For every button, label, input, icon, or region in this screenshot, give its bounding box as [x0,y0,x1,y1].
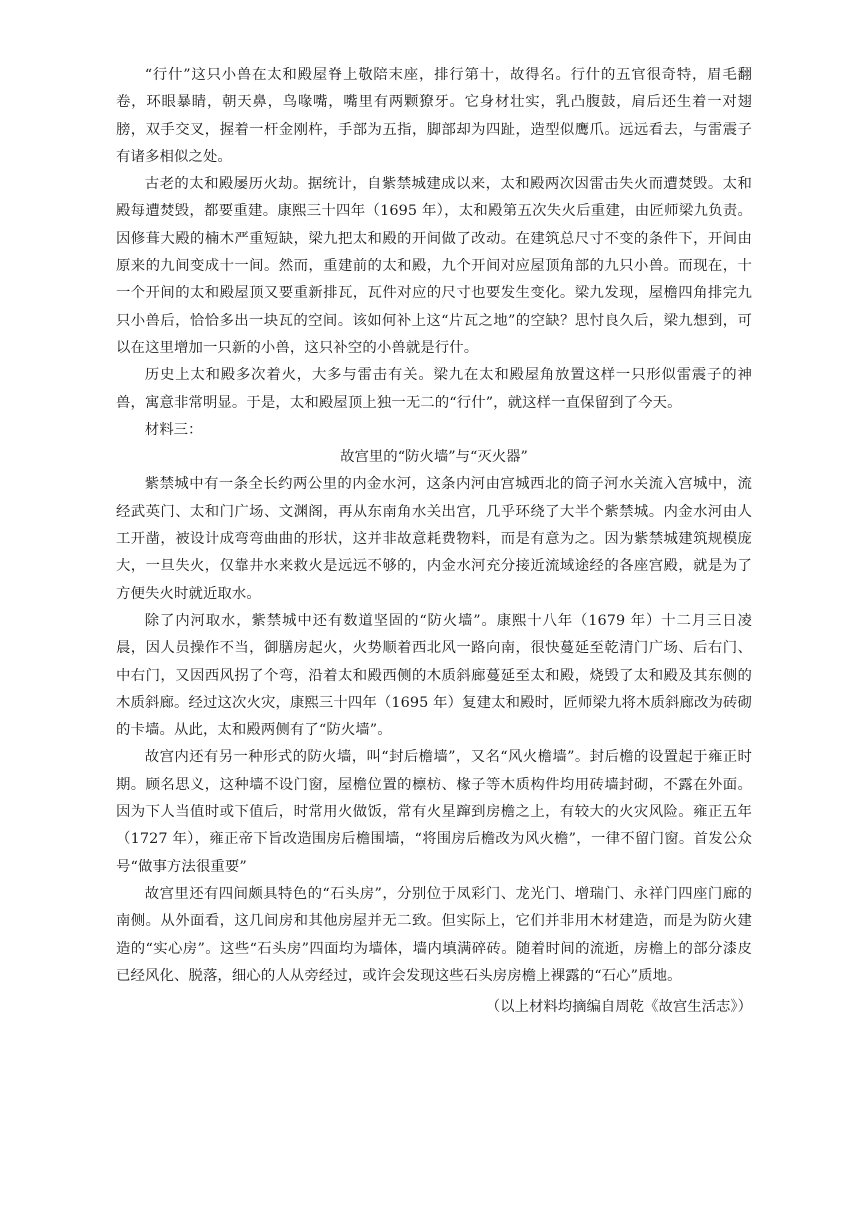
paragraph-firewall: 除了内河取水，紫禁城中还有数道坚固的“防火墙”。康熙十八年（1679 年）十二月三日凌晨，因人员操作不当，御膳房起火，火势顺着西北风一路向南，很快蔓延至乾清门广场、后右门、中右门，又因西风拐了个弯，沿着太和殿西侧的木质斜廊蔓延至太和殿，烧毁了太和殿及其东侧的木质斜廊。经过这次火灾，康熙三十四年（1695 年）复建太和殿时，匠师梁九将木质斜廊改为砖砌的卡墙。从此，太和殿两侧有了“防火墙”。 [116,612,752,739]
document-page [116,62,752,1021]
paragraph-fenghoujian-wall: 故宫内还有另一种形式的防火墙，叫“封后檐墙”，又名“风火檐墙”。封后檐的设置起于雍正时期。顾名思义，这种墙不设门窗，屋檐位置的檩枋、椽子等木质构件均用砖墙封砌，不露在外面。因为下人当值时或下值后，时常用火做饭，常有火星蹿到房檐之上，有较大的火灾风险。雍正五年（1727 年），雍正帝下旨改造围房后檐围墙，“将围房后檐改为风火檐”，一律不留门窗。首发公众号“做事方法很重要” [116,749,752,875]
paragraph-xingshi-meaning: 历史上太和殿多次着火，大多与雷击有关。梁九在太和殿屋角放置这样一只形似雷震子的神兽，寓意非常明显。于是，太和殿屋顶上独一无二的“行什”，就这样一直保留到了今天。 [116,367,752,411]
paragraph-xingshi-description: “行什”这只小兽在太和殿屋脊上敬陪末座，排行第十，故得名。行什的五官很奇特，眉毛翻卷，环眼暴睛，朝天鼻，鸟喙嘴，嘴里有两颗獠牙。它身材壮实，乳凸腹鼓，肩后还生着一对翅膀，双手交叉，握着一杆金刚杵，手部为五指，脚部却为四趾，造型似鹰爪。远远看去，与雷震子有诸多相似之处。 [116,67,752,165]
material-label: 材料三： [144,421,203,438]
source-citation: （以上材料均摘编自周乾《故宫生活志》） [485,999,752,1016]
paragraph-jinshui-river: 紫禁城中有一条全长约两公里的内金水河，这条内河由宫城西北的筒子河水关流入宫城中，流经武英门、太和门广场、文渊阁，再从东南角水关出宫，几乎环绕了大半个紫禁城。内金水河由人工开凿，被设计成弯弯曲曲的形状，这并非故意耗费物料，而是有意为之。因为紫禁城建筑规模庞大，一旦失火，仅靠井水来救火是远远不够的，内金水河充分接近流域途经的各座宫殿，就是为了方便失火时就近取水。 [116,476,752,602]
section-title: 故宫里的“防火墙”与“灭火器” [340,449,528,466]
paragraph-taihedian-fire-history: 古老的太和殿屡历火劫。据统计，自紫禁城建成以来，太和殿两次因雷击失火而遭焚毁。太和殿每遭焚毁，都要重建。康熙三十四年（1695 年），太和殿第五次失火后重建，由匠师梁九负责。因修葺大殿的楠木严重短缺，梁九把太和殿的开间做了改动。在建筑总尺寸不变的条件下，开间由原来的九间变成十一间。然而，重建前的太和殿，九个开间对应屋顶角部的九只小兽。而现在，十一个开间的太和殿屋顶又要重新排瓦，瓦件对应的尺寸也要发生变化。梁九发现，屋檐四角排完九只小兽后，恰恰多出一块瓦的空间。该如何补上这“片瓦之地”的空缺？思忖良久后，梁九想到，可以在这里增加一只新的小兽，这只补空的小兽就是行什。 [116,176,752,356]
paragraph-stone-houses: 故宫里还有四间颇具特色的“石头房”，分别位于凤彩门、龙光门、增瑞门、永祥门四座门廊的南侧。从外面看，这几间房和其他房屋并无二致。但实际上，它们并非用木材建造，而是为防火建造的“实心房”。这些“石头房”四面均为墙体，墙内填满碎砖。随着时间的流逝，房檐上的部分漆皮已经风化、脱落，细心的人从旁经过，或许会发现这些石头房房檐上裸露的“石心”质地。 [116,885,752,984]
